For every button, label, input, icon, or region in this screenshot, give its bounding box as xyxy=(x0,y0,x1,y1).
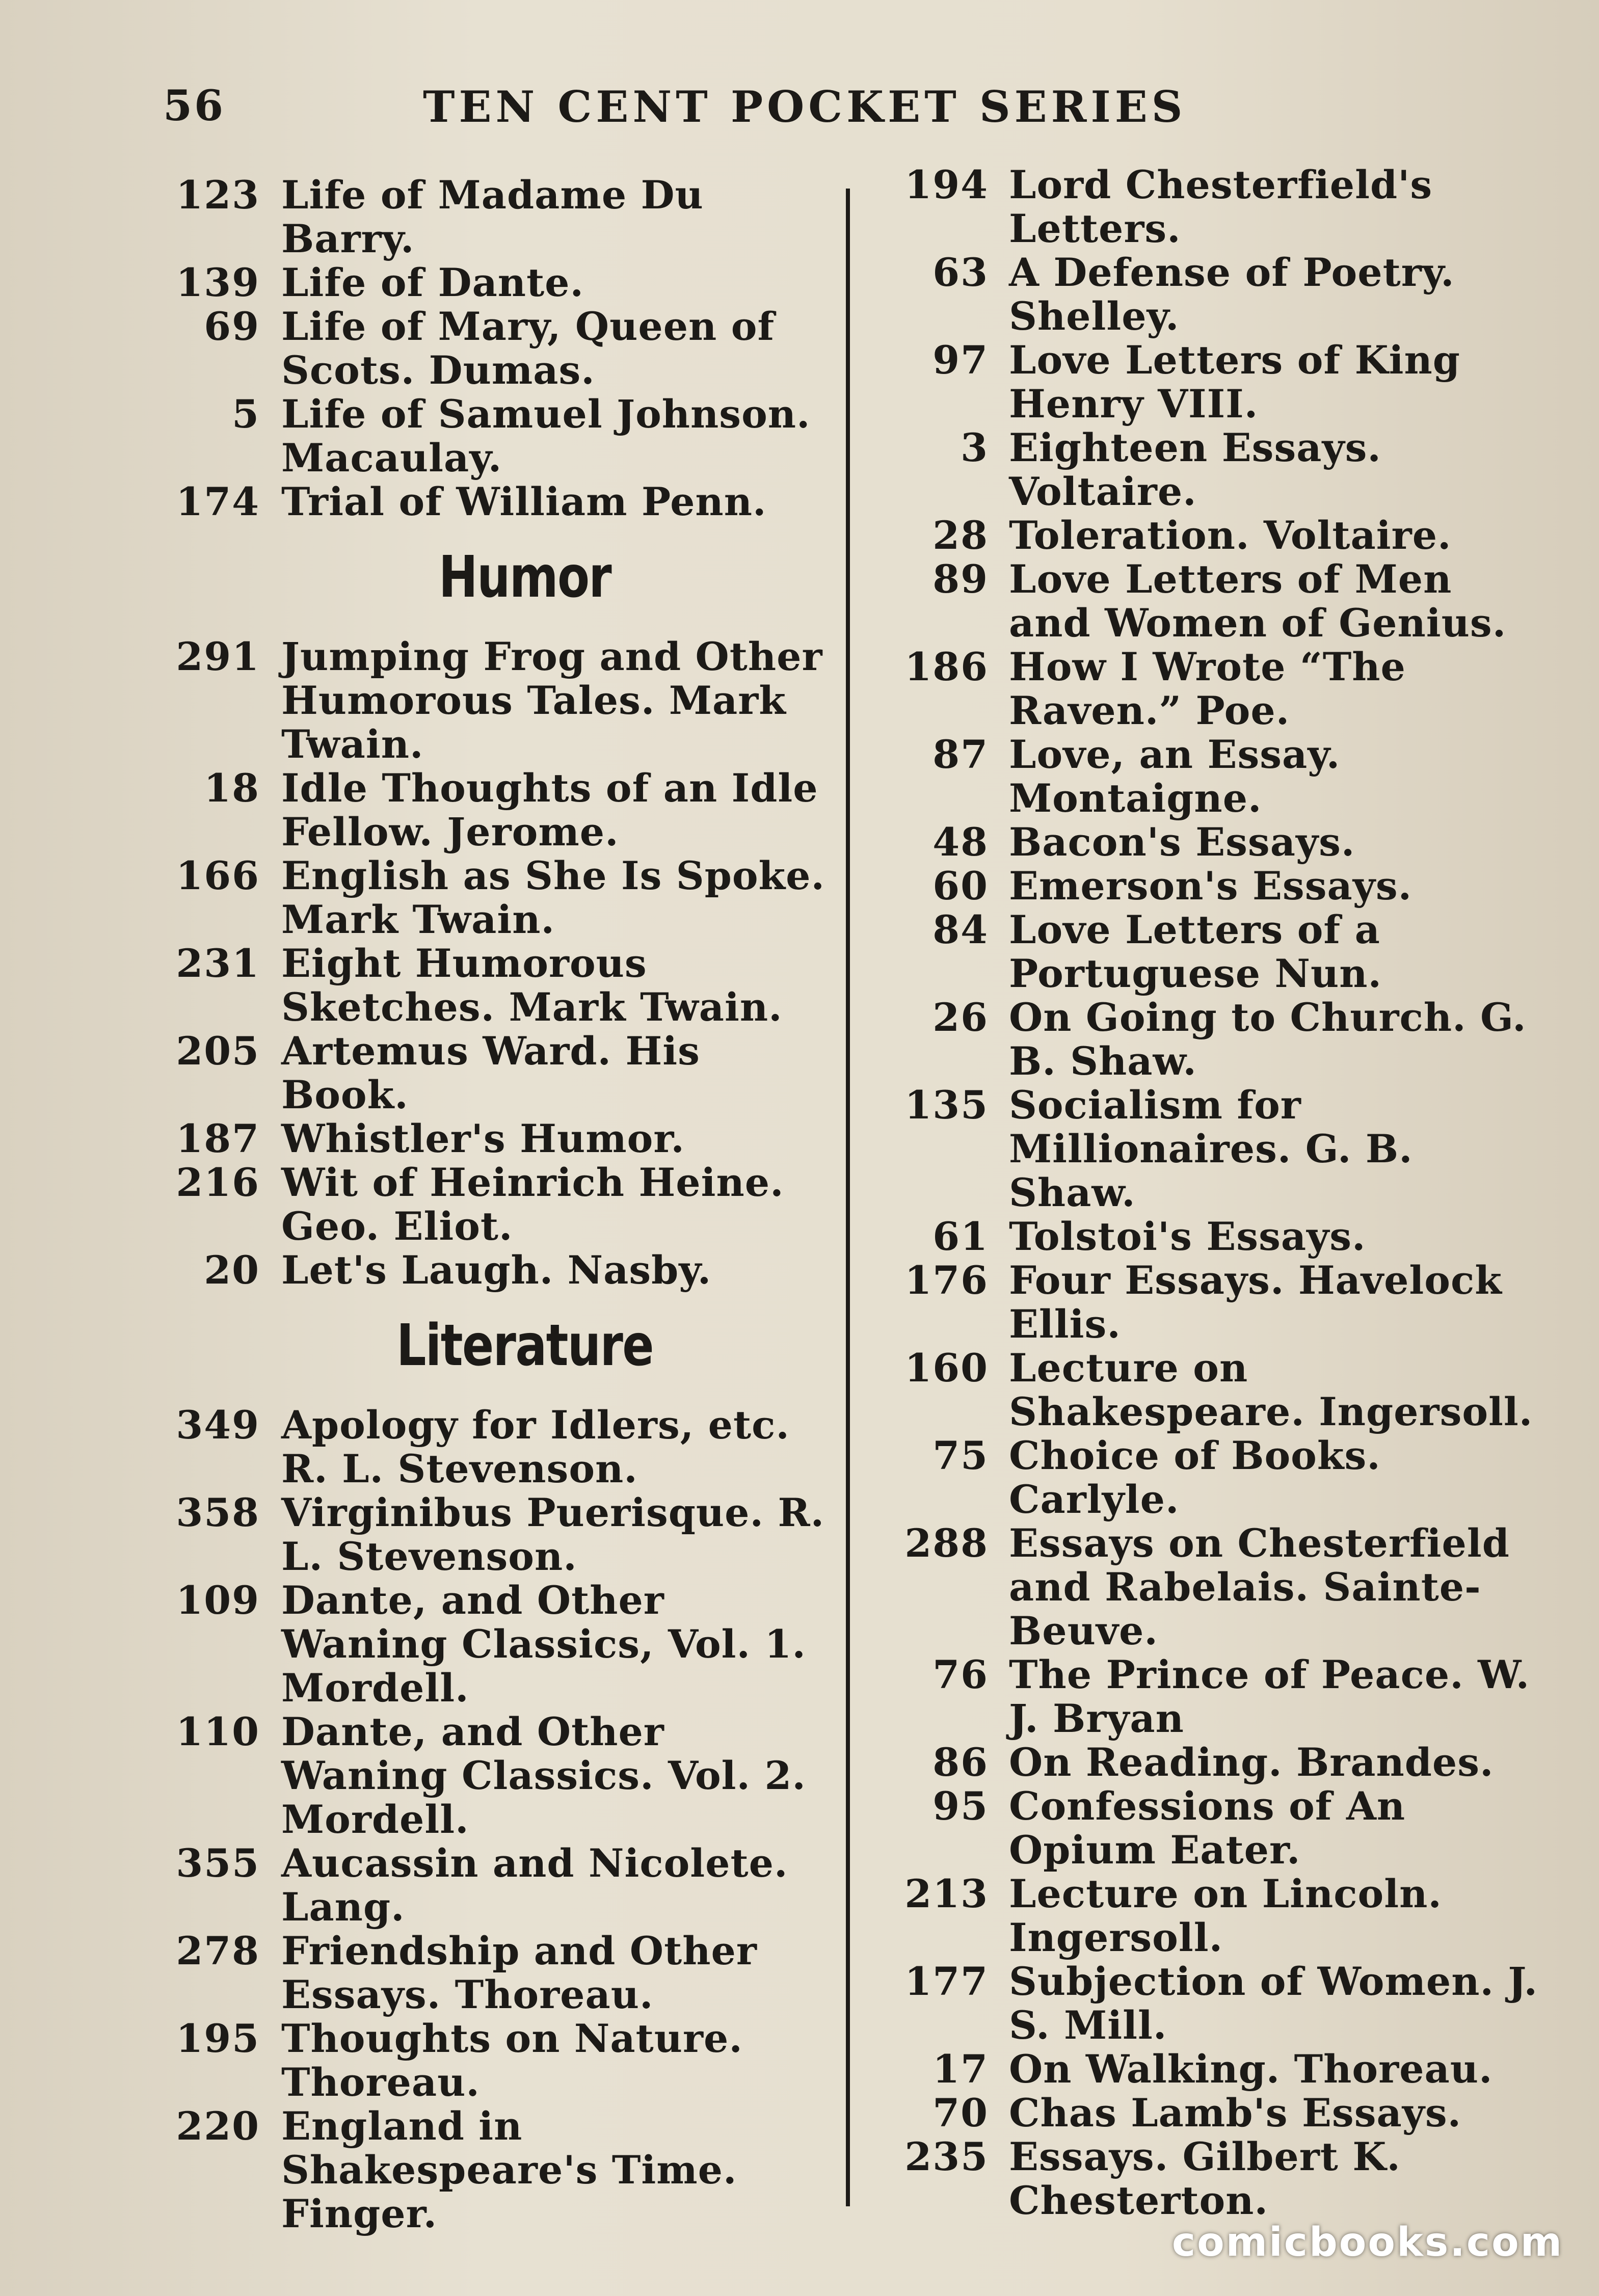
entry-title: Confessions of An Opium Eater. xyxy=(1009,1783,1406,1873)
entry-number: 216 xyxy=(176,1160,260,1205)
entry-title: On Reading. Brandes. xyxy=(1009,1740,1494,1785)
catalog-entry xyxy=(148,1841,831,1929)
section-heading: Humor xyxy=(438,544,611,610)
entry-number: 139 xyxy=(176,260,260,305)
catalog-entry xyxy=(148,1248,831,1292)
catalog-entry xyxy=(871,2091,1544,2135)
entry-title: Lecture on Shakespeare. Ingersoll. xyxy=(1009,1345,1533,1434)
entry-number: 84 xyxy=(932,907,989,952)
catalog-entry xyxy=(871,820,1544,864)
entry-number: 213 xyxy=(904,1871,989,1916)
entry-number: 194 xyxy=(904,162,989,207)
entry-title: How I Wrote “The Raven.” Poe. xyxy=(1009,644,1406,733)
entry-number: 123 xyxy=(176,172,260,218)
catalog-entry xyxy=(148,2104,831,2236)
entry-title: Tolstoi's Essays. xyxy=(1009,1214,1366,1259)
entry-number: 70 xyxy=(932,2090,989,2135)
catalog-entry xyxy=(871,908,1544,996)
entry-title: Life of Dante. xyxy=(281,260,584,305)
series-title: TEN CENT POCKET SERIES xyxy=(423,82,1187,132)
entry-title: Dante, and Other Waning Classics, Vol. 1. Mordell. xyxy=(281,1578,806,1711)
catalog-entry xyxy=(871,1083,1544,1215)
entry-title: The Prince of Peace. W. J. Bryan xyxy=(1009,1652,1530,1741)
entry-number: 288 xyxy=(904,1520,989,1566)
catalog-entry xyxy=(148,1710,831,1841)
catalog-entry xyxy=(871,514,1544,557)
entry-number: 174 xyxy=(176,479,260,524)
entry-title: Emerson's Essays. xyxy=(1009,863,1413,909)
entry-title: Life of Mary, Queen of Scots. Dumas. xyxy=(281,304,775,393)
entry-number: 89 xyxy=(932,556,989,602)
entry-number: 97 xyxy=(932,337,989,383)
entry-title: Wit of Heinrich Heine. Geo. Eliot. xyxy=(281,1160,784,1249)
catalog-entry xyxy=(871,1215,1544,1259)
catalog-entry xyxy=(871,1346,1544,1434)
catalog-entry xyxy=(148,1491,831,1579)
entry-number: 177 xyxy=(904,1959,989,2004)
entry-number: 26 xyxy=(932,995,989,1040)
entry-number: 69 xyxy=(204,304,260,349)
entry-title: Toleration. Voltaire. xyxy=(1009,513,1452,558)
entry-title: Dante, and Other Waning Classics. Vol. 2. Mordell. xyxy=(281,1709,806,1842)
entry-title: Love, an Essay. Montaigne. xyxy=(1009,732,1341,821)
entry-title: Essays. Gilbert K. Chesterton. xyxy=(1009,2134,1401,2223)
entry-title: English as She Is Spoke. Mark Twain. xyxy=(281,853,825,942)
catalog-entry xyxy=(871,864,1544,908)
catalog-entry xyxy=(871,733,1544,820)
catalog-entry xyxy=(148,1161,831,1248)
entry-title: Essays on Chesterfield and Rabelais. Sainte-Beuve. xyxy=(1009,1520,1510,1653)
catalog-entry xyxy=(148,2017,831,2104)
column-divider xyxy=(846,189,850,2206)
entry-title: Friendship and Other Essays. Thoreau. xyxy=(281,1928,757,2017)
entry-title: Socialism for Millionaires. G. B. Shaw. xyxy=(1009,1082,1413,1215)
catalog-entry xyxy=(871,1653,1544,1741)
entry-title: Artemus Ward. His Book. xyxy=(281,1028,700,1117)
entry-title: Eighteen Essays. Voltaire. xyxy=(1009,425,1381,514)
entry-title: Aucassin and Nicolete. Lang. xyxy=(281,1840,788,1930)
entry-number: 75 xyxy=(932,1433,989,1478)
entry-number: 76 xyxy=(932,1652,989,1697)
entry-number: 18 xyxy=(204,765,260,811)
catalog-entry xyxy=(871,996,1544,1083)
entry-number: 205 xyxy=(176,1028,260,1074)
entry-number: 61 xyxy=(932,1214,989,1259)
page-header xyxy=(163,82,1284,132)
entry-number: 95 xyxy=(932,1783,989,1829)
entry-number: 3 xyxy=(961,425,989,470)
entry-number: 349 xyxy=(176,1402,260,1448)
entry-title: Lord Chesterfield's Letters. xyxy=(1009,162,1433,251)
entry-number: 358 xyxy=(176,1490,260,1535)
left-column xyxy=(148,173,831,2236)
catalog-entry xyxy=(871,645,1544,733)
catalog-entry xyxy=(148,392,831,480)
entry-number: 28 xyxy=(932,513,989,558)
entry-title: Love Letters of King Henry VIII. xyxy=(1009,337,1460,426)
catalog-entry xyxy=(871,1872,1544,1960)
entry-number: 231 xyxy=(176,941,260,986)
catalog-entry xyxy=(148,854,831,942)
entry-title: On Going to Church. G. B. Shaw. xyxy=(1009,995,1527,1084)
entry-title: On Walking. Thoreau. xyxy=(1009,2046,1493,2092)
entry-title: Four Essays. Havelock Ellis. xyxy=(1009,1258,1502,1347)
entry-title: A Defense of Poetry. Shelley. xyxy=(1009,250,1455,339)
entry-number: 355 xyxy=(176,1840,260,1886)
entry-title: Virginibus Puerisque. R. L. Stevenson. xyxy=(281,1490,825,1579)
catalog-entry xyxy=(871,1521,1544,1653)
entry-number: 48 xyxy=(932,819,989,865)
entry-title: Life of Samuel Johnson. Macaulay. xyxy=(281,391,811,480)
entry-number: 20 xyxy=(204,1247,260,1293)
entry-title: Life of Madame Du Barry. xyxy=(281,172,704,261)
catalog-entry xyxy=(871,426,1544,514)
catalog-entry xyxy=(871,1434,1544,1521)
catalog-entry xyxy=(871,251,1544,338)
entry-number: 186 xyxy=(904,644,989,689)
entry-title: Jumping Frog and Other Humorous Tales. Mark Twain. xyxy=(281,634,823,767)
catalog-entry xyxy=(148,1929,831,2017)
catalog-entry xyxy=(148,480,831,524)
catalog-entry xyxy=(871,163,1544,251)
entry-number: 291 xyxy=(176,634,260,679)
catalog-entry xyxy=(871,338,1544,426)
entry-number: 176 xyxy=(904,1258,989,1303)
catalog-entry xyxy=(871,1259,1544,1346)
entry-title: Bacon's Essays. xyxy=(1009,819,1355,865)
entry-title: Let's Laugh. Nasby. xyxy=(281,1247,712,1293)
entry-number: 278 xyxy=(176,1928,260,1973)
entry-title: Apology for Idlers, etc. R. L. Stevenson. xyxy=(281,1402,790,1491)
catalog-entry xyxy=(871,2047,1544,2091)
entry-title: Eight Humorous Sketches. Mark Twain. xyxy=(281,941,783,1030)
entry-number: 135 xyxy=(904,1082,989,1128)
catalog-entry xyxy=(871,1960,1544,2047)
entry-number: 5 xyxy=(232,391,260,437)
page-number: 56 xyxy=(163,82,226,130)
catalog-entry xyxy=(871,1741,1544,1784)
entry-title: Love Letters of a Portuguese Nun. xyxy=(1009,907,1382,996)
catalog-entry xyxy=(871,1784,1544,1872)
right-column xyxy=(871,163,1544,2223)
entry-title: Chas Lamb's Essays. xyxy=(1009,2090,1462,2135)
entry-number: 60 xyxy=(932,863,989,909)
entry-title: Love Letters of Men and Women of Genius. xyxy=(1009,556,1507,646)
catalog-entry xyxy=(148,635,831,766)
entry-title: England in Shakespeare's Time. Finger. xyxy=(281,2103,737,2236)
entry-number: 187 xyxy=(176,1116,260,1161)
entry-title: Choice of Books. Carlyle. xyxy=(1009,1433,1381,1522)
entry-title: Lecture on Lincoln. Ingersoll. xyxy=(1009,1871,1442,1960)
catalog-entry xyxy=(148,1403,831,1491)
catalog-entry xyxy=(148,261,831,305)
catalog-entry xyxy=(148,766,831,854)
entry-title: Trial of William Penn. xyxy=(281,479,767,524)
entry-title: Subjection of Women. J. S. Mill. xyxy=(1009,1959,1538,2048)
entry-number: 63 xyxy=(932,250,989,295)
entry-number: 87 xyxy=(932,732,989,777)
catalog-entry xyxy=(148,1579,831,1710)
section-heading: Literature xyxy=(396,1313,653,1379)
catalog-entry xyxy=(148,173,831,261)
entry-number: 17 xyxy=(932,2046,989,2092)
catalog-entry xyxy=(871,2135,1544,2223)
entry-number: 235 xyxy=(904,2134,989,2179)
catalog-entry xyxy=(148,1117,831,1161)
entry-number: 160 xyxy=(904,1345,989,1391)
entry-number: 110 xyxy=(176,1709,260,1754)
catalog-entry xyxy=(148,942,831,1029)
catalog-entry xyxy=(148,1029,831,1117)
entry-title: Whistler's Humor. xyxy=(281,1116,685,1161)
entry-number: 86 xyxy=(932,1740,989,1785)
entry-number: 220 xyxy=(176,2103,260,2149)
entry-number: 109 xyxy=(176,1578,260,1623)
catalog-entry xyxy=(871,557,1544,645)
catalog-entry xyxy=(148,305,831,392)
entry-title: Thoughts on Nature. Thoreau. xyxy=(281,2016,743,2105)
entry-title: Idle Thoughts of an Idle Fellow. Jerome. xyxy=(281,765,818,855)
entry-number: 195 xyxy=(176,2016,260,2061)
watermark-logo: comicbooks.com xyxy=(1171,2220,1563,2265)
entry-number: 166 xyxy=(176,853,260,898)
